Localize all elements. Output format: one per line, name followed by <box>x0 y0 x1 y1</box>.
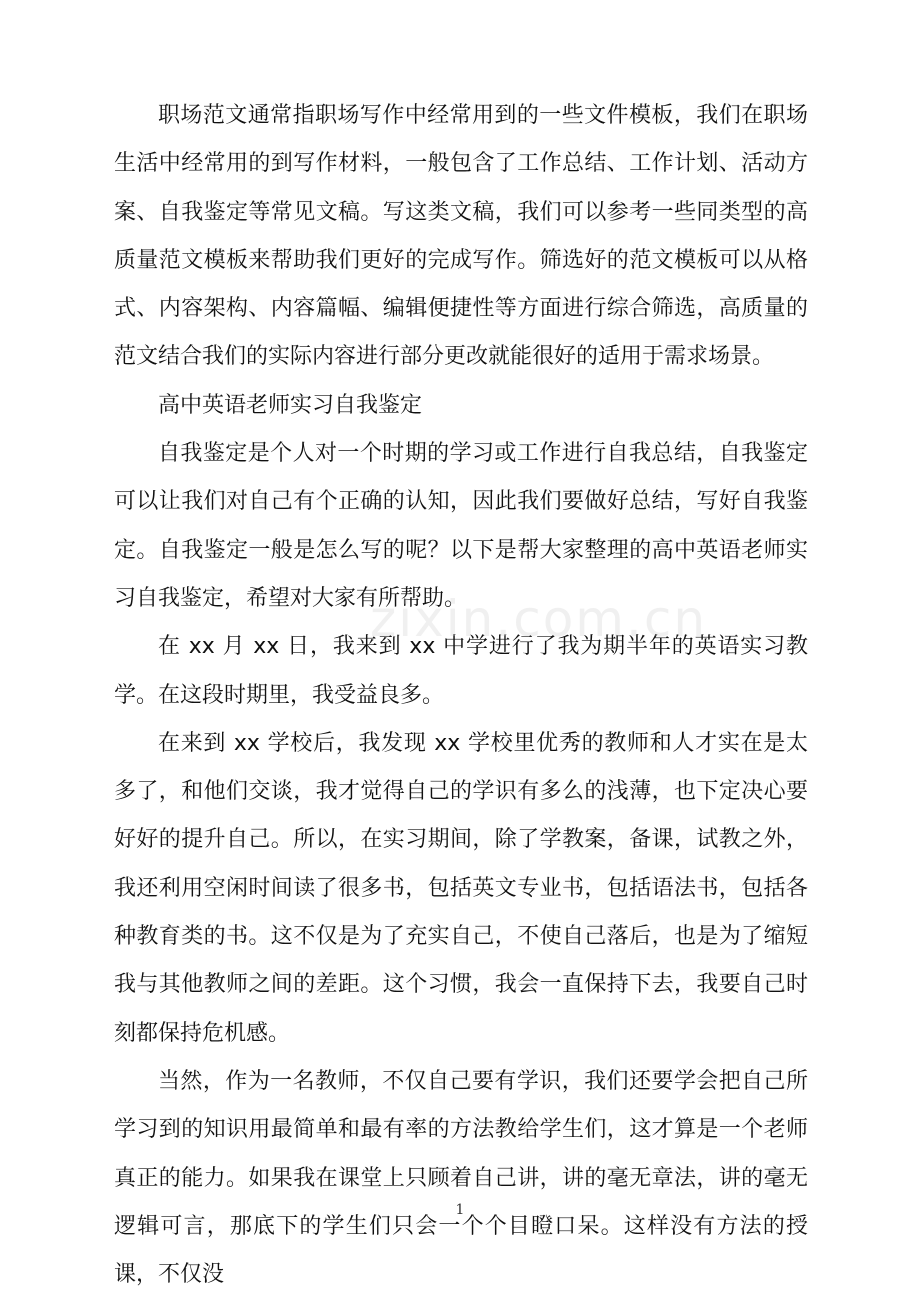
document-title: 高中英语老师实习自我鉴定 <box>158 392 423 418</box>
body-paragraph: 在来到 xx 学校后，我发现 xx 学校里优秀的教师和人才实在是太多了，和他们交谈，我才觉得自己的学识有多么的浅薄，也下定决心要好好的提升自己。所以，在实习期间，除了学教案，备课，试教之外，我还利用空闲时间读了很多书，包括英文专业书，包括语法书，包括各种教育类的书。这不仅是为了充实自己，不使自己落后，也是为了缩短我与其他教师之间的差距。这个习惯，我会一直保持下去，我要自己时刻都保持危机感。 <box>114 730 808 1046</box>
watermark: zixin.com.cn <box>370 590 708 648</box>
body-paragraph: 当然，作为一名教师，不仅自己要有学识，我们还要学会把自己所学习到的知识用最简单和最有率的方法教给学生们，这才算是一个老师真正的能力。如果我在课堂上只顾着自己讲，讲的毫无章法，讲的毫无逻辑可言，那底下的学生们只会一个个目瞪口呆。这样没有方法的授课，不仅没 <box>114 1068 808 1288</box>
page-number: 1 <box>455 1202 465 1218</box>
body-paragraph: 自我鉴定是个人对一个时期的学习或工作进行自我总结，自我鉴定可以让我们对自己有个正确的认知，因此我们要做好总结，写好自我鉴定。自我鉴定一般是怎么写的呢？以下是帮大家整理的高中英语老师实习自我鉴定，希望对大家有所帮助。 <box>114 441 808 611</box>
body-paragraph: 在 xx 月 xx 日，我来到 xx 中学进行了我为期半年的英语实习教学。在这段时期里，我受益良多。 <box>114 634 808 708</box>
intro-paragraph: 职场范文通常指职场写作中经常用到的一些文件模板，我们在职场生活中经常用的到写作材料，一般包含了工作总结、工作计划、活动方案、自我鉴定等常见文稿。写这类文稿，我们可以参考一些同类型的高质量范文模板来帮助我们更好的完成写作。筛选好的范文模板可以从格式、内容架构、内容篇幅、编辑便捷性等方面进行综合筛选，高质量的范文结合我们的实际内容进行部分更改就能很好的适用于需求场景。 <box>114 103 808 370</box>
document-body <box>114 92 808 1299</box>
